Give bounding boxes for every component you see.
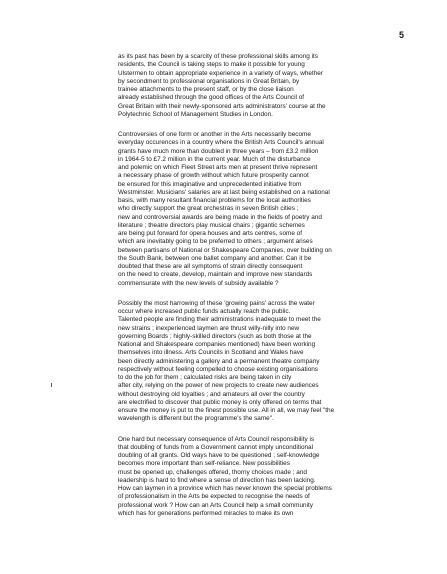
- text-line: which has for generations performed miracles to make its own: [118, 509, 294, 517]
- text-line: trainee attachments to the present staff, or by the close liaison: [118, 86, 294, 93]
- text-line: are electrified to discover that public money is only offered on terms that: [118, 398, 322, 406]
- text-line: Polytechnic School of Management Studies in London.: [118, 110, 273, 118]
- text-line: grants have much more than doubled in three years – from £3.2 million: [118, 147, 319, 155]
- text-line: becomes more important than self-reliance. New possibilities: [118, 460, 290, 468]
- text-line: new and controversial awards are being made in the fields of poetry and: [118, 213, 322, 221]
- text-line: who directly support the great orchestras in seven British cities ;: [118, 205, 299, 213]
- text-line: literature ; theatre directors play musical chairs ; gigantic schemes: [118, 221, 305, 229]
- text-line: National and Shakespeare companies mentioned) have been working: [118, 341, 316, 348]
- text-line: ensure the money is put to the finest possible use. All in all, we may feel "the: [118, 407, 335, 414]
- text-line: and polemic on which Fleet Street arts men at present thrive represent: [118, 164, 318, 171]
- text-line: respectively without feeling compelled to choose existing organisations: [118, 365, 318, 373]
- text-line: themselves into illness. Arts Councils in Scotland and Wales have: [118, 349, 304, 357]
- text-line: in 1964-5 to £7.2 million in the current year. Much of the disturbance: [118, 155, 311, 163]
- text-line: Westminster. Musicians' salaries are at last being established on a national: [118, 188, 330, 196]
- text-line: residents, the Council is taking steps to make it possible for young: [118, 61, 305, 69]
- paragraph-growing-pains: [118, 300, 408, 424]
- text-line: leadership is hard to find where a sense of direction has been lacking.: [118, 476, 316, 484]
- text-line: which are inevitably going to be preferred to others ; argument arises: [118, 238, 313, 246]
- text-line: that doubling of funds from a Government cannot imply unconditional: [118, 443, 314, 451]
- text-line: One hard but necessary consequence of Arts Council responsibility is: [118, 435, 315, 443]
- text-line: wavelength is different but the programme's the same".: [118, 415, 274, 423]
- text-line: everyday occurences in a country where the British Arts Council's annual: [118, 139, 324, 147]
- text-line: be ensured for this imaginative and unprecedented initiative from: [118, 180, 302, 188]
- text-line: by secondment to professional organisations in Great Britain, by: [118, 77, 300, 85]
- text-line: to do the job for them ; calculated risks are being taken in city: [118, 374, 292, 381]
- text-line: How can laymen in a province which has never known the special problems: [118, 485, 332, 492]
- text-line: Talented people are finding their administrations inadequate to meet the: [118, 316, 321, 324]
- text-line: governing Boards ; highly-skilled directors (such as both those at the: [118, 332, 312, 340]
- text-line: Great Britain with their newly-sponsored arts administrators' course at the: [118, 102, 326, 110]
- text-line: on the need to create, develop, maintain and improve new standards: [118, 271, 313, 279]
- text-line: occur where increased public funds actually reach the public.: [118, 308, 291, 315]
- text-line: must be opened up, challenges offered, thorny choices made ; and: [118, 468, 307, 476]
- text-line: new strains ; inexperienced laymen are thrust willy-nilly into new: [118, 324, 300, 332]
- text-line: between partisans of National or Shakespeare Companies, over building on: [118, 246, 332, 254]
- text-line: after city, relying on the power of new projects to create new audiences: [118, 382, 319, 390]
- paragraph-controversies-in-the-arts: [118, 131, 408, 288]
- text-line: commensurate with the new levels of subsidy available ?: [118, 279, 279, 287]
- text-line: already established through the good offices of the Arts Council of: [118, 94, 305, 102]
- text-line: the South Bank, between one ballet company and another. Can it be: [118, 254, 312, 262]
- page-number: 5: [398, 30, 404, 40]
- text-line: Ulstermen to obtain appropriate experience in a variety of ways, whether: [118, 69, 323, 77]
- text-line: basis, with many resultant financial problems for the local authorities: [118, 197, 311, 204]
- paragraph-arts-council-responsibility: [118, 436, 408, 519]
- text-line: doubted that these are all symptoms of strain directly consequent: [118, 263, 303, 270]
- text-line: Possibly the most harrowing of these 'growing pains' across the water: [118, 299, 315, 307]
- text-line: a necessary phase of growth without which future prosperity cannot: [118, 172, 309, 180]
- body-text: [118, 53, 408, 518]
- text-line: professional work ? How can an Arts Council help a small community: [118, 501, 313, 509]
- text-line: of professionalism in the Arts be expected to recognise the needs of: [118, 493, 310, 501]
- text-line: are being put forward for opera houses and arts centres, some of: [118, 230, 303, 237]
- text-line: doubling of all grants. Old ways have to be questioned ; self-knowledge: [118, 452, 320, 459]
- stray-margin-mark: [51, 383, 52, 387]
- text-line: Controversies of one form or another in the Arts necessarily become: [118, 131, 311, 138]
- text-line: been directly administering a gallery and a permanent theatre company: [118, 357, 320, 365]
- text-line: as its past has been by a scarcity of these professional skills among its: [118, 53, 318, 60]
- paragraph-arts-administration-training: [118, 53, 408, 119]
- text-line: without destroying old loyalties ; and amateurs all over the country: [118, 390, 305, 398]
